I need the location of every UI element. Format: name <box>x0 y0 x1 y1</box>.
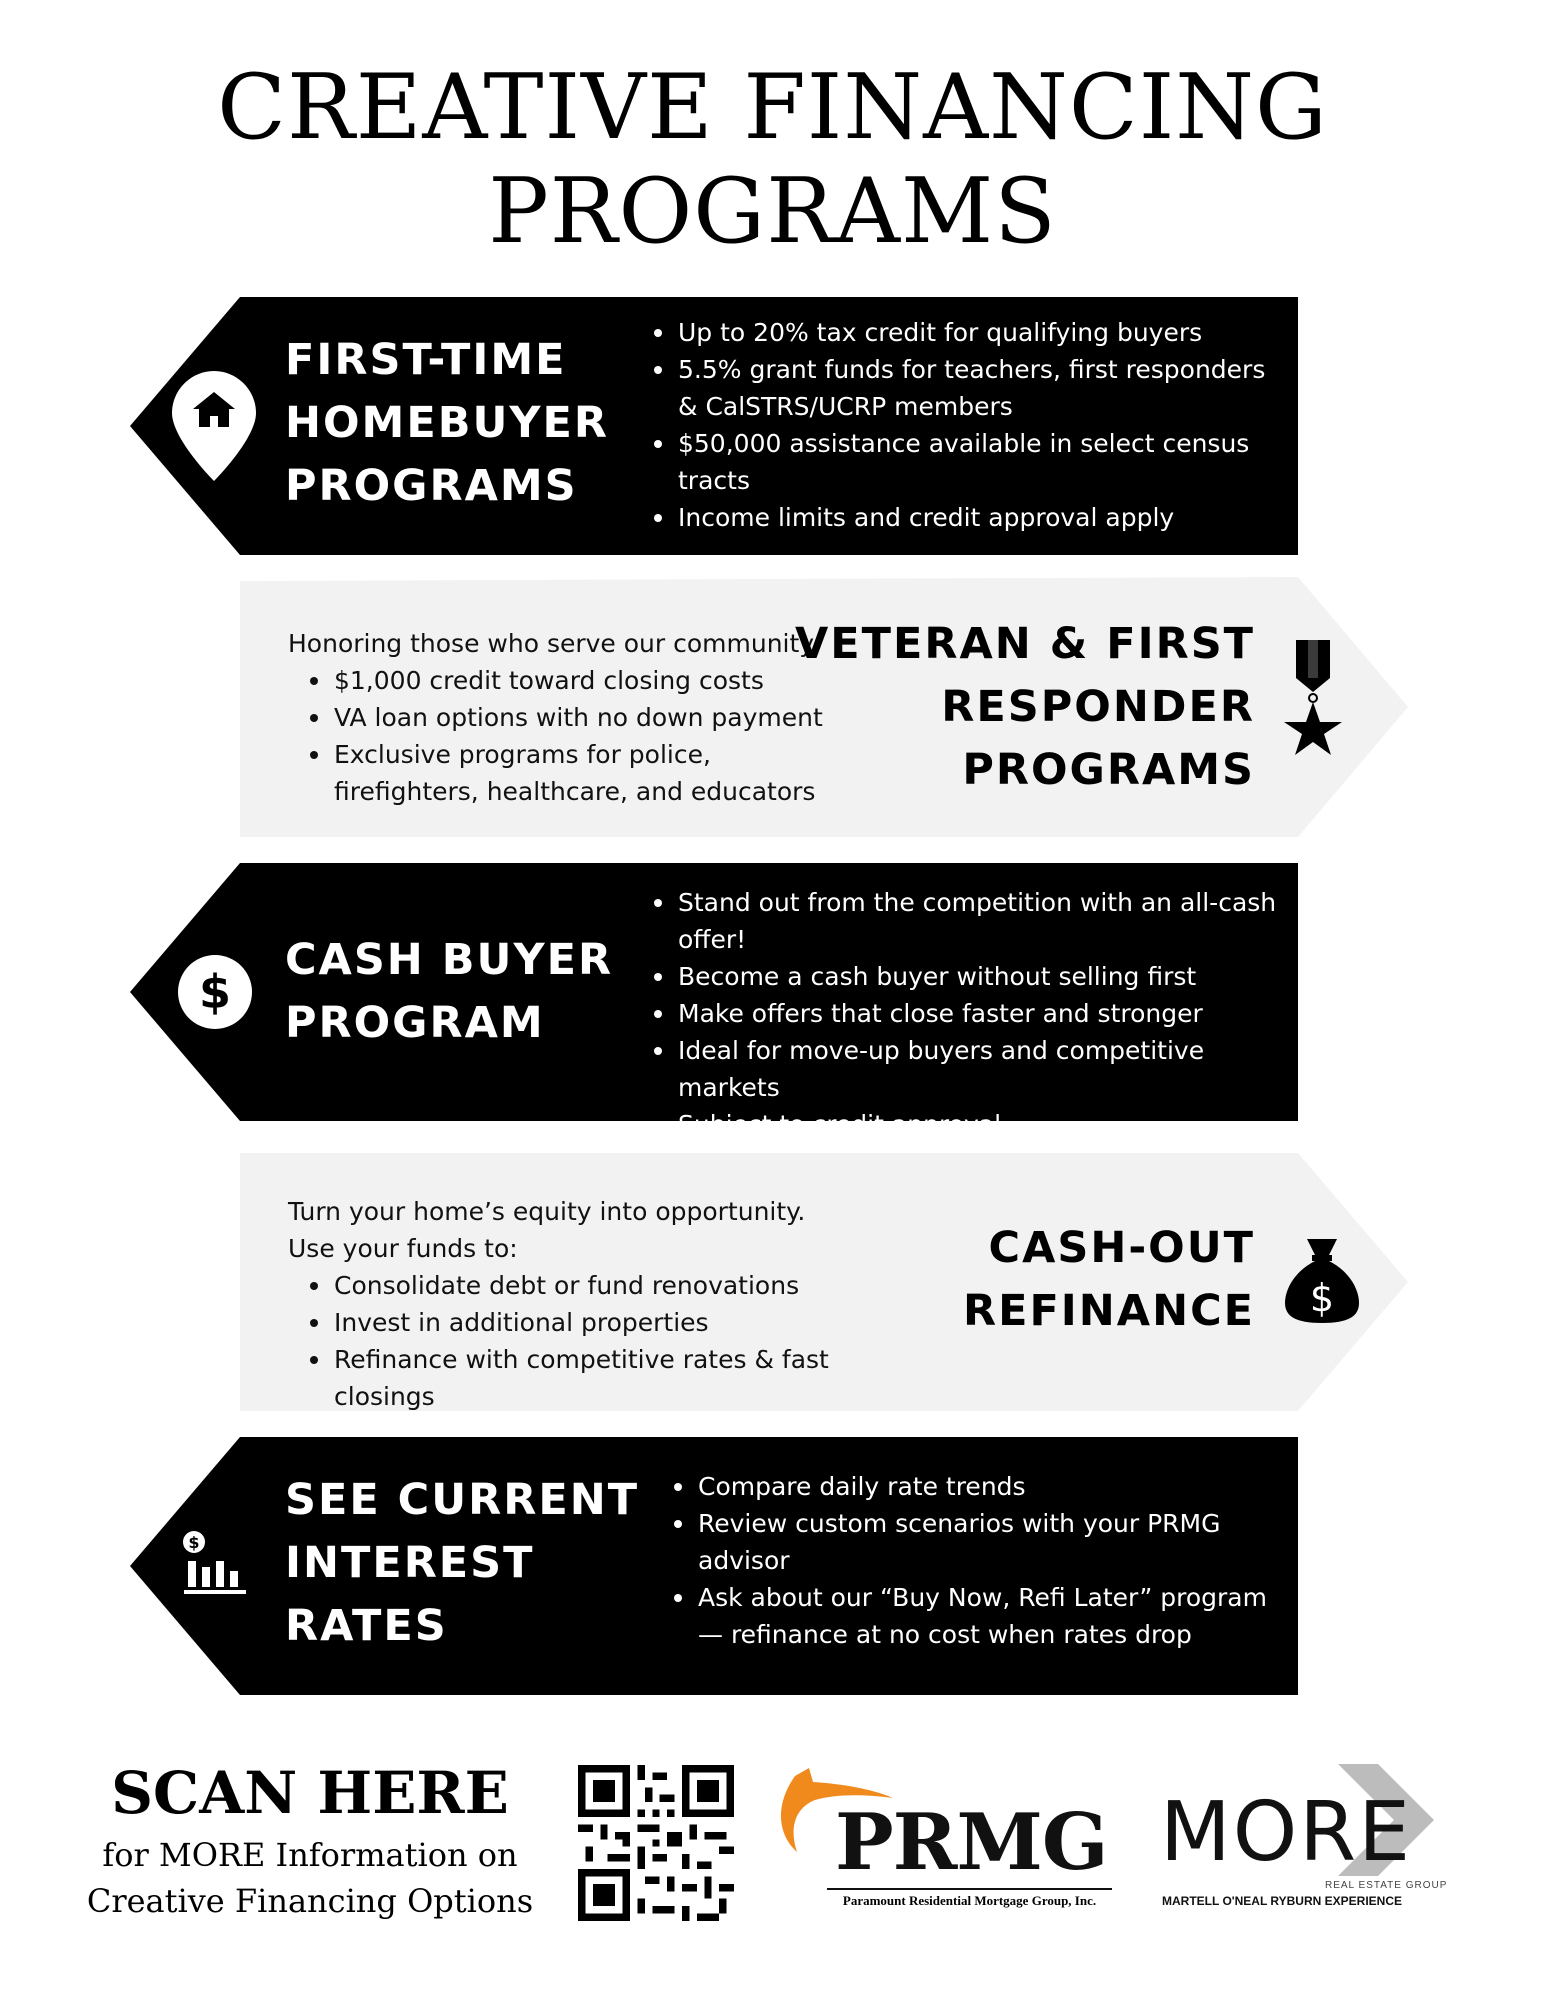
list-item: Consolidate debt or fund renovations <box>304 1267 928 1304</box>
title-line-2: PROGRAMS <box>488 159 1057 264</box>
medal-star-icon <box>1278 640 1348 760</box>
list-item: Income limits and credit approval apply <box>648 499 1278 536</box>
interest-rates-bullets <box>668 1468 1278 1653</box>
list-item: $1,000 credit toward closing costs <box>304 662 828 699</box>
list-item: Invest in additional properties <box>304 1304 928 1341</box>
prmg-tagline: Paramount Residential Mortgage Group, Inc. <box>827 1888 1112 1909</box>
list-item: Refinance with competitive rates & fast closings <box>304 1341 928 1415</box>
heading-line: REFINANCE <box>962 1286 1255 1336</box>
heading-line: PROGRAMS <box>285 461 578 511</box>
heading-line: INTEREST <box>285 1538 535 1588</box>
qr-code[interactable] <box>578 1765 734 1921</box>
cash-buyer-section <box>0 863 1545 1139</box>
page-title <box>0 56 1545 264</box>
scan-here-title: SCAN HERE <box>111 1759 509 1827</box>
veteran-bullets <box>288 625 828 810</box>
list-item: Become a cash buyer without selling first <box>648 958 1288 995</box>
cash-buyer-heading <box>285 929 613 1055</box>
heading-line: HOMEBUYER <box>285 398 610 448</box>
list-item: Stand out from the competition with an all-cash offer! <box>648 884 1288 958</box>
heading-line: CASH BUYER <box>285 935 614 985</box>
list-item: Exclusive programs for police, firefighters, healthcare, and educators <box>304 736 828 810</box>
veteran-section <box>0 577 1545 837</box>
prmg-logo <box>775 1768 1115 1908</box>
cash-out-bullets <box>288 1193 928 1415</box>
title-line-1: CREATIVE FINANCING <box>217 55 1328 160</box>
list-item: $50,000 assistance available in select census tracts <box>648 425 1278 499</box>
more-subtitle: REAL ESTATE GROUP <box>1325 1880 1448 1891</box>
more-wordmark: MORE <box>1160 1785 1413 1880</box>
heading-line: PROGRAM <box>285 998 545 1048</box>
svg-text:$: $ <box>1309 1276 1335 1320</box>
list-item: Make offers that close faster and stronger <box>648 995 1288 1032</box>
first-time-heading <box>285 329 609 518</box>
svg-text:$: $ <box>198 965 232 1019</box>
cash-out-heading <box>963 1217 1255 1343</box>
heading-line: PROGRAMS <box>962 745 1255 795</box>
cash-out-intro-2: Use your funds to: <box>288 1234 518 1263</box>
heading-line: CASH-OUT <box>988 1223 1255 1273</box>
cash-buyer-bullets <box>648 884 1288 1143</box>
more-team-names: MARTELL O'NEAL RYBURN EXPERIENCE <box>1162 1894 1402 1908</box>
heading-line: RESPONDER <box>941 682 1255 732</box>
list-item: Review custom scenarios with your PRMG advisor <box>668 1505 1278 1579</box>
heading-line: FIRST-TIME <box>285 335 567 385</box>
heading-line: RATES <box>285 1601 448 1651</box>
list-item: Up to 20% tax credit for qualifying buyers <box>648 314 1278 351</box>
list-item: Subject to credit approval <box>648 1106 1288 1143</box>
dollar-circle-icon <box>178 955 252 1029</box>
cash-out-intro: Turn your home’s equity into opportunity. <box>288 1197 806 1226</box>
scan-sub-line: Creative Financing Options <box>86 1882 534 1920</box>
heading-line: SEE CURRENT <box>285 1475 640 1525</box>
cash-out-section <box>0 1153 1545 1411</box>
more-logo <box>1160 1762 1450 1912</box>
scan-here-subtitle <box>80 1832 540 1924</box>
location-pin-home-icon <box>172 371 256 481</box>
interest-rates-heading <box>285 1469 639 1658</box>
bar-chart-dollar-icon <box>182 1531 248 1595</box>
prmg-wordmark: PRMG <box>835 1797 1108 1888</box>
veteran-intro: Honoring those who serve our community <box>288 629 815 658</box>
heading-line: VETERAN & FIRST <box>795 619 1255 669</box>
money-bag-icon <box>1285 1237 1359 1325</box>
list-item: Ask about our “Buy Now, Refi Later” program — refinance at no cost when rates drop <box>668 1579 1278 1653</box>
list-item: Ideal for move-up buyers and competitive markets <box>648 1032 1288 1106</box>
list-item: 5.5% grant funds for teachers, first responders & CalSTRS/UCRP members <box>648 351 1278 425</box>
veteran-heading <box>795 613 1255 802</box>
list-item: VA loan options with no down payment <box>304 699 828 736</box>
svg-text:$: $ <box>188 1533 200 1552</box>
interest-rates-section <box>0 1437 1545 1695</box>
list-item: Compare daily rate trends <box>668 1468 1278 1505</box>
first-time-homebuyer-section <box>0 297 1545 555</box>
first-time-bullets <box>648 314 1278 536</box>
scan-sub-line: for MORE Information on <box>102 1836 518 1874</box>
